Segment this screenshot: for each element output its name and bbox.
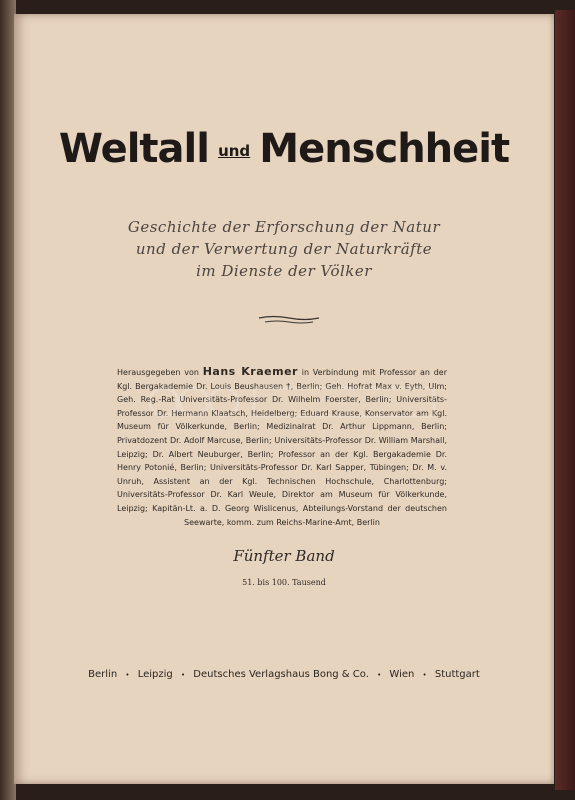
publisher-name: Deutsches Verlagshaus Bong & Co. [193,669,369,680]
book-board-edge [555,10,575,790]
publisher-city-stuttgart: Stuttgart [434,669,480,680]
publisher-city-leipzig: Leipzig [137,669,173,680]
divider-ornament [257,314,321,326]
publisher-line [14,669,554,680]
separator-bullet: • [180,671,186,679]
publisher-city-berlin: Berlin [88,669,118,680]
separator-bullet: • [422,671,427,679]
editors-prefix: Herausgegeben von [117,368,199,377]
title-page [14,14,554,784]
subtitle-line-3: im Dienste der Völker [196,262,372,280]
watermark-logo [144,382,444,422]
separator-bullet: • [377,671,382,679]
book-title [14,126,554,172]
separator-bullet: • [125,671,130,679]
volume-label: Fünfter Band [233,547,335,565]
title-part-2: Menschheit [259,126,510,172]
subtitle-line-1: Geschichte der Erforschung der Natur [127,218,441,236]
editors-list: in Verbindung mit Professor an der Kgl. Bergakademie Dr. Louis Beushausen †, Berlin; Geh. Hofrat Max v. Eyth, Ulm; Geh. Reg.-Rat Universitäts-Professor Dr. Wilhelm Foerster, Berlin; Universitäts-Professor Dr. Hermann Klaatsch, Heidelberg; Eduard Krause, Konservator am Kgl. Museum für Völkerkunde, Berlin; Medizinalrat Dr. Arthur Lippmann, Berlin; Privatdozent Dr. Adolf Marcuse, Berlin; Universitäts-Professor Dr. William Marshall, Leipzig; Dr. Albert Neuburger, Berlin; Professor an der Kgl. Bergakademie Dr. Henry Potonié, Berlin; Universitäts-Professor Dr. Karl Sapper, Tübingen; Dr. M. v. Unruh, Assistent an der Kgl. Technischen Hochschule, Charlottenburg; Universitäts-Professor Dr. Karl Weule, Direktor am Museum für Völkerkunde, Leipzig; Kapitän-Lt. a. D. Georg Wislicenus, Abteilungs-Vorstand der deutschen Seewarte, komm. zum Reichs-Marine-Amt, Berlin [117,368,447,527]
title-connector: und [218,142,251,160]
book-subtitle [14,216,554,282]
title-part-1: Weltall [58,126,209,172]
main-editor-name: Hans Kraemer [202,365,298,378]
subtitle-line-2: und der Verwertung der Naturkräfte [135,240,433,258]
edition-label: 51. bis 100. Tausend [242,578,326,587]
publisher-city-wien: Wien [389,669,415,680]
